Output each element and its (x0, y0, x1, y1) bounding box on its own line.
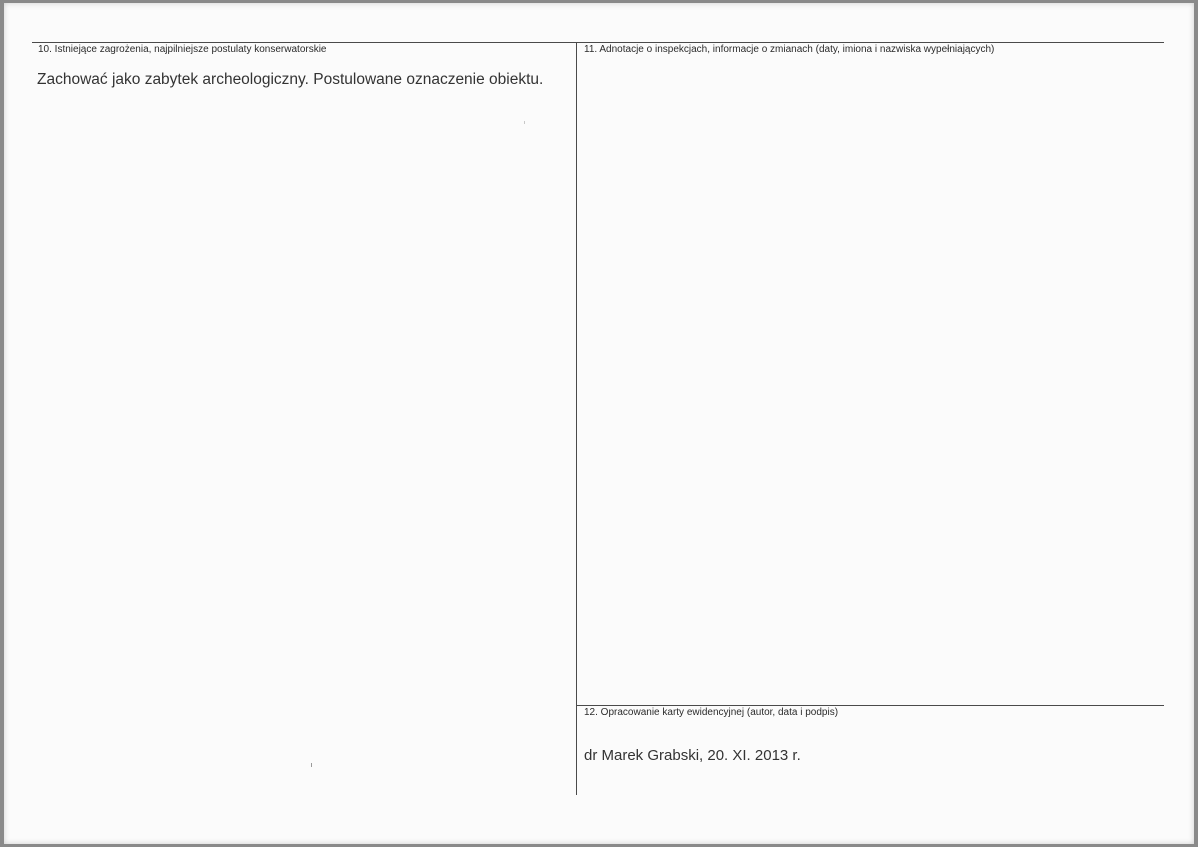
top-rule-right (577, 42, 1164, 43)
section-11-header: 11. Adnotacje o inspekcjach, informacje o zmianach (daty, imiona i nazwiska wypełniających) (584, 44, 995, 55)
scan-speck (524, 121, 525, 124)
section-12-content: dr Marek Grabski, 20. XI. 2013 r. (584, 747, 801, 764)
column-divider (576, 42, 577, 795)
top-rule-left (32, 42, 577, 43)
section-12-rule (577, 705, 1164, 706)
form-page (4, 3, 1194, 844)
section-10-header: 10. Istniejące zagrożenia, najpilniejsze postulaty konserwatorskie (38, 44, 327, 55)
scan-speck (311, 763, 312, 767)
section-12-header: 12. Opracowanie karty ewidencyjnej (autor, data i podpis) (584, 707, 839, 718)
section-10-content: Zachować jako zabytek archeologiczny. Postulowane oznaczenie obiektu. (37, 71, 544, 88)
